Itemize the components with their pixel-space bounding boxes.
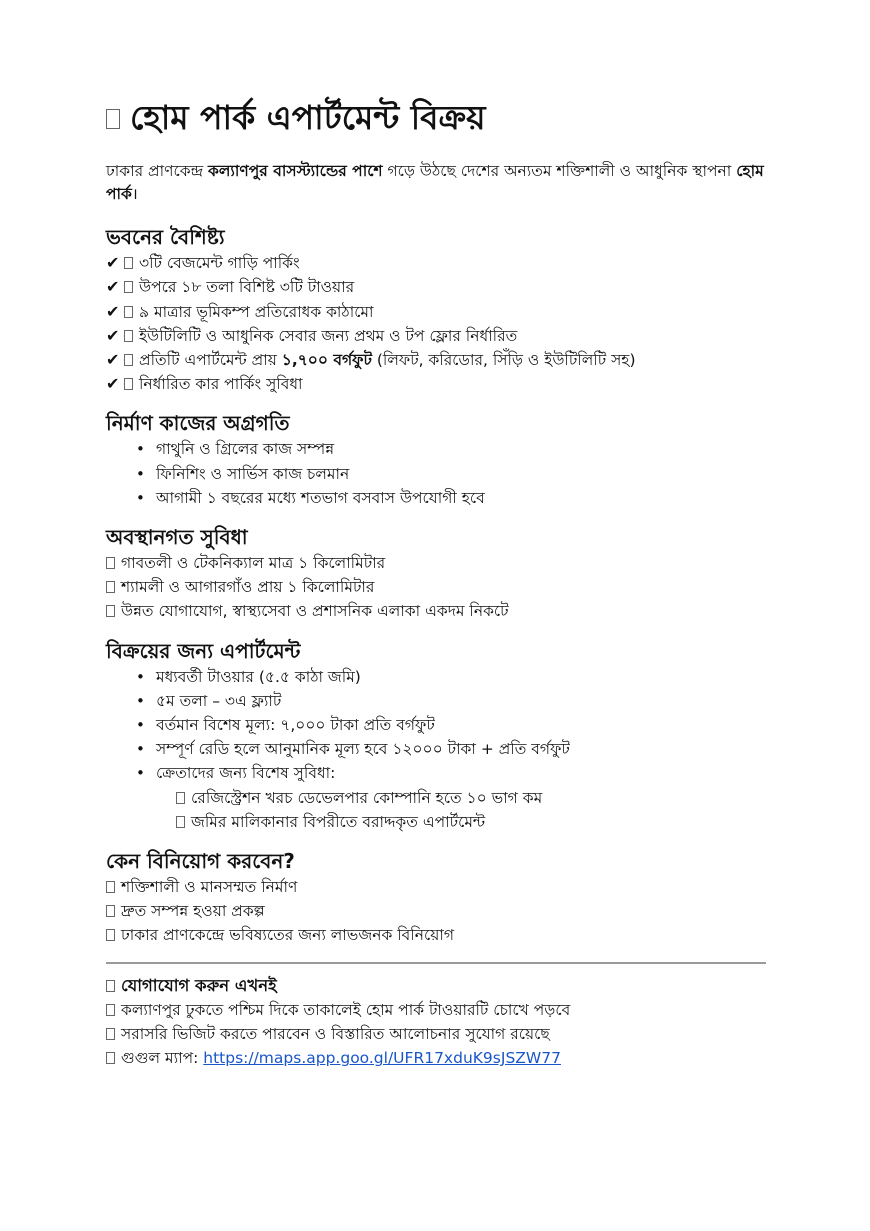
list-item: • ৫ম তলা – ৩এ ফ্ল্যাট: [136, 689, 766, 713]
feature-item: ✔ ৩টি বেজমেন্ট গাড়ি পার্কিং: [106, 251, 766, 275]
section-why-invest: [106, 848, 766, 948]
check-icon: ✔: [106, 301, 120, 321]
checkbox-icon: [124, 354, 133, 366]
section-contact: [106, 974, 766, 1071]
map-line: গুগুল ম্যাপ: https://maps.app.goo.gl/UFR17xduK9sJSZW77: [106, 1046, 766, 1070]
feature-item: ✔ ৯ মাত্রার ভূমিকম্প প্রতিরোধক কাঠামো: [106, 300, 766, 324]
list-item: সরাসরি ভিজিট করতে পারবেন ও বিস্তারিত আলোচনার সুযোগ রয়েছে: [106, 1022, 766, 1046]
checkbox-icon: [124, 306, 133, 318]
map-icon: [106, 1052, 115, 1064]
section-sale: [106, 638, 766, 834]
pin-icon: [106, 605, 115, 617]
contact-heading: যোগাযোগ করুন এখনই: [106, 974, 766, 998]
feature-item: ✔ উপরে ১৮ তলা বিশিষ্ট ৩টি টাওয়ার: [106, 275, 766, 299]
checkbox-icon: [106, 905, 115, 917]
checkbox-icon: [124, 378, 133, 390]
list-item: কল্যাণপুর ঢুকতে পশ্চিম দিকে তাকালেই হোম পার্ক টাওয়ারটি চোখে পড়বে: [106, 998, 766, 1022]
feature-item: ✔ নির্ধারিত কার পার্কিং সুবিধা: [106, 372, 766, 396]
progress-list: [106, 437, 766, 510]
list-item: • ক্রেতাদের জন্য বিশেষ সুবিধা:: [136, 761, 766, 785]
list-item: • ফিনিশিং ও সার্ভিস কাজ চলমান: [136, 462, 766, 486]
check-icon: ✔: [106, 325, 120, 345]
sale-list: [106, 665, 766, 786]
checkbox-icon: [106, 1028, 115, 1040]
progress-heading: নির্মাণ কাজের অগ্রগতি: [106, 411, 290, 436]
feature-item: ✔ ইউটিলিটি ও আধুনিক সেবার জন্য প্রথম ও টপ ফ্লোর নির্ধারিত: [106, 324, 766, 348]
checkbox-icon: [106, 881, 115, 893]
check-icon: ✔: [106, 349, 120, 369]
check-icon: ✔: [106, 253, 120, 273]
sub-list-item: জমির মালিকানার বিপরীতে বরাদ্দকৃত এপার্টমেন্ট: [106, 810, 766, 834]
checkbox-icon: [124, 330, 133, 342]
features-heading: ভবনের বৈশিষ্ট্য: [106, 225, 225, 250]
section-progress: [106, 410, 766, 510]
house-icon: [106, 109, 120, 129]
checkbox-icon: [176, 792, 185, 804]
sale-heading: বিক্রয়ের জন্য এপার্টমেন্ট: [106, 638, 301, 663]
list-item: শক্তিশালী ও মানসম্মত নির্মাণ: [106, 875, 766, 899]
list-item: • আগামী ১ বছরের মধ্যে শতভাগ বসবাস উপযোগী হবে: [136, 486, 766, 510]
checkbox-icon: [124, 257, 133, 269]
location-heading: অবস্থানগত সুবিধা: [106, 524, 248, 549]
pin-icon: [106, 581, 115, 593]
list-item: গাবতলী ও টেকনিক্যাল মাত্র ১ কিলোমিটার: [106, 551, 766, 575]
list-item: উন্নত যোগাযোগ, স্বাস্থ্যসেবা ও প্রশাসনিক এলাকা একদম নিকটে: [106, 599, 766, 623]
section-features: [106, 224, 766, 396]
section-location: [106, 524, 766, 624]
list-item: • বর্তমান বিশেষ মূল্য: ৭,০০০ টাকা প্রতি বর্গফুট: [136, 713, 766, 737]
why-heading: কেন বিনিয়োগ করবেন?: [106, 848, 295, 873]
list-item: দ্রুত সম্পন্ন হওয়া প্রকল্প: [106, 899, 766, 923]
list-item: শ্যামলী ও আগারগাঁও প্রায় ১ কিলোমিটার: [106, 575, 766, 599]
divider: [106, 962, 766, 964]
pin-icon: [106, 557, 115, 569]
list-item: • গাথুনি ও গ্রিলের কাজ সম্পন্ন: [136, 437, 766, 461]
list-item: • সম্পূর্ণ রেডি হলে আনুমানিক মূল্য হবে ১২০০০ টাকা + প্রতি বর্গফুট: [136, 737, 766, 761]
checkbox-icon: [106, 929, 115, 941]
list-item: • মধ্যবর্তী টাওয়ার (৫.৫ কাঠা জমি): [136, 665, 766, 689]
checkbox-icon: [124, 281, 133, 293]
intro-paragraph: ঢাকার প্রাণকেন্দ্র কল্যাণপুর বাসস্ট্যান্ডের পাশে গড়ে উঠছে দেশের অন্যতম শক্তিশালী ও আধুনিক স্থাপনা হোম পার্ক।: [106, 161, 764, 203]
checkbox-icon: [176, 816, 185, 828]
list-item: ঢাকার প্রাণকেন্দ্রে ভবিষ্যতের জন্য লাভজনক বিনিয়োগ: [106, 923, 766, 947]
pin-icon: [106, 1004, 115, 1016]
page-title: হোম পার্ক এপার্টমেন্ট বিক্রয়: [106, 98, 766, 138]
phone-icon: [106, 980, 115, 992]
google-map-link[interactable]: https://maps.app.goo.gl/UFR17xduK9sJSZW77: [203, 1049, 561, 1068]
check-icon: ✔: [106, 277, 120, 297]
sub-list-item: রেজিস্ট্রেশন খরচ ডেভেলপার কোম্পানি হতে ১০ ভাগ কম: [106, 786, 766, 810]
check-icon: ✔: [106, 374, 120, 394]
feature-item: ✔ প্রতিটি এপার্টমেন্ট প্রায় ১,৭০০ বর্গফুট (লিফট, করিডোর, সিঁড়ি ও ইউটিলিটি সহ): [106, 348, 766, 372]
